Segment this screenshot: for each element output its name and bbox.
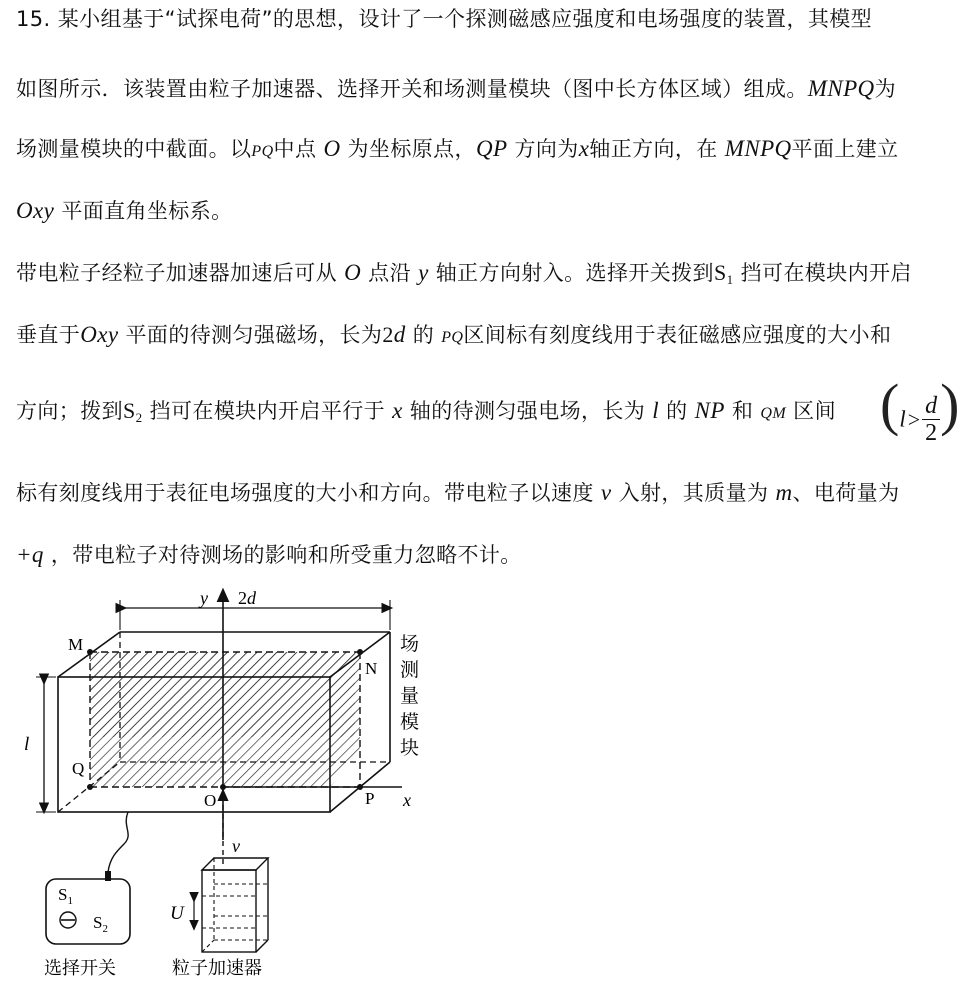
right-paren: ) [940,372,960,437]
math-pq: PQ [251,143,274,160]
problem-line-8 [16,478,962,508]
problem-text: 挡可在模块内开启 [740,261,912,285]
apparatus-figure [10,582,480,982]
problem-text: 带电粒子经粒子加速器加速后可从 [16,261,337,285]
problem-text: 场测量模块的中截面。以 [16,137,252,161]
problem-text: 为坐标原点， [347,137,476,161]
label-v: v [232,836,240,856]
problem-text: 轴正方向射入。选择开关拨到 [435,261,714,285]
problem-text: 垂直于 [16,323,81,347]
problem-number: 15. [16,7,51,31]
math-2d: 2d [382,322,406,347]
math-mnpq: MNPQ [724,136,792,161]
problem-text: 挡可在模块内开启平行于 [149,399,386,423]
label-2d: 2d [238,588,256,608]
left-paren: ( [880,372,900,437]
hatched-region [90,652,360,787]
module-label: 场 [400,633,420,655]
accelerator-caption: 粒子加速器 [172,958,262,979]
module-label: 测 [400,659,420,681]
point-n [357,649,363,655]
math-m: m [775,480,793,505]
math-l: l [899,406,906,432]
problem-text: 为 [874,77,896,101]
problem-line-5 [16,258,962,295]
module-label: 块 [400,737,420,759]
problem-text: 的 [666,399,688,423]
label-y: y [200,588,208,608]
math-x: x [578,136,590,161]
problem-line-7 [16,396,962,433]
problem-text: 平面直角坐标系。 [61,199,233,223]
label-u: U [170,903,184,924]
problem-text: 轴的待测匀强电场，长为 [409,399,646,423]
problem-line-2 [16,74,962,104]
problem-text: 点沿 [368,261,411,285]
condition-l-gt-half-d [880,372,960,446]
problem-line-4 [16,196,962,226]
problem-text: 某小组基于“试探电荷”的思想，设计了一个探测磁感应强度和电场强度的装置，其模型 [57,7,873,31]
math-plus-q: +q [16,542,44,567]
problem-text: 入射，其质量为 [618,481,769,505]
label-o: O [204,791,217,810]
problem-line-9 [16,540,962,570]
math-v: v [600,480,612,505]
problem-text: 方向为 [514,137,579,161]
problem-text: ，带电粒子对待测场的影响和所受重力忽略不计。 [50,543,522,567]
problem-text: 轴正方向，在 [589,137,718,161]
math-mnpq: MNPQ [807,76,875,101]
fraction-d-over-2: $\frac{d}{2}$ [922,393,940,446]
problem-text: 平面的待测匀强磁场，长为 [125,323,383,347]
label-x: x [403,790,411,810]
label-n: N [365,659,378,678]
math-o: O [344,260,362,285]
problem-text: 中点 [273,137,317,161]
math-pq: PQ [441,329,464,346]
math-oxy: Oxy [80,322,119,347]
problem-text: 平面上建立 [791,137,899,161]
problem-text: 如图所示．该装置由粒子加速器、选择开关和场测量模块（图中长方体区域）组成。 [16,77,808,101]
problem-line-1 [16,4,962,34]
accelerator-hidden-edge [202,940,214,952]
math-l: l [652,398,660,423]
math-s1: $S_1$ [713,260,734,287]
problem-line-3 [16,134,962,167]
math-qm: QM [760,405,787,422]
math-s2: $S_2$ [123,398,143,425]
point-m [87,649,93,655]
math-o: O [323,136,341,161]
module-label: 模 [400,711,420,733]
switch-caption: 选择开关 [44,958,116,979]
math-qp: QP [475,136,508,161]
problem-text: 区间 [793,399,836,423]
math-y: y [418,260,429,285]
label-m: M [68,635,84,654]
problem-text: 标有刻度线用于表征电场强度的大小和方向。带电粒子以速度 [16,481,594,505]
problem-text: 区间标有刻度线用于表征磁感应强度的大小和 [463,323,892,347]
accelerator-top [202,858,268,870]
switch-s1-label: $S_1$ [58,885,73,907]
accelerator-edge [256,940,268,952]
module-label: 量 [400,685,420,707]
problem-text: 方向；拨到 [16,399,123,423]
label-q: Q [72,759,85,778]
problem-text: 和 [731,399,754,423]
math-x: x [392,398,403,423]
math-oxy: Oxy [16,198,55,223]
math-gt: > [907,406,921,432]
switch-s2-label: $S_2$ [93,913,108,935]
point-q [87,784,93,790]
problem-line-6 [16,320,962,353]
switch-wire [108,812,128,872]
problem-text: 的 [412,323,435,347]
label-p: P [365,789,375,808]
math-np: NP [694,398,725,423]
label-l: l [24,734,30,755]
problem-text: 、电荷量为 [792,481,900,505]
